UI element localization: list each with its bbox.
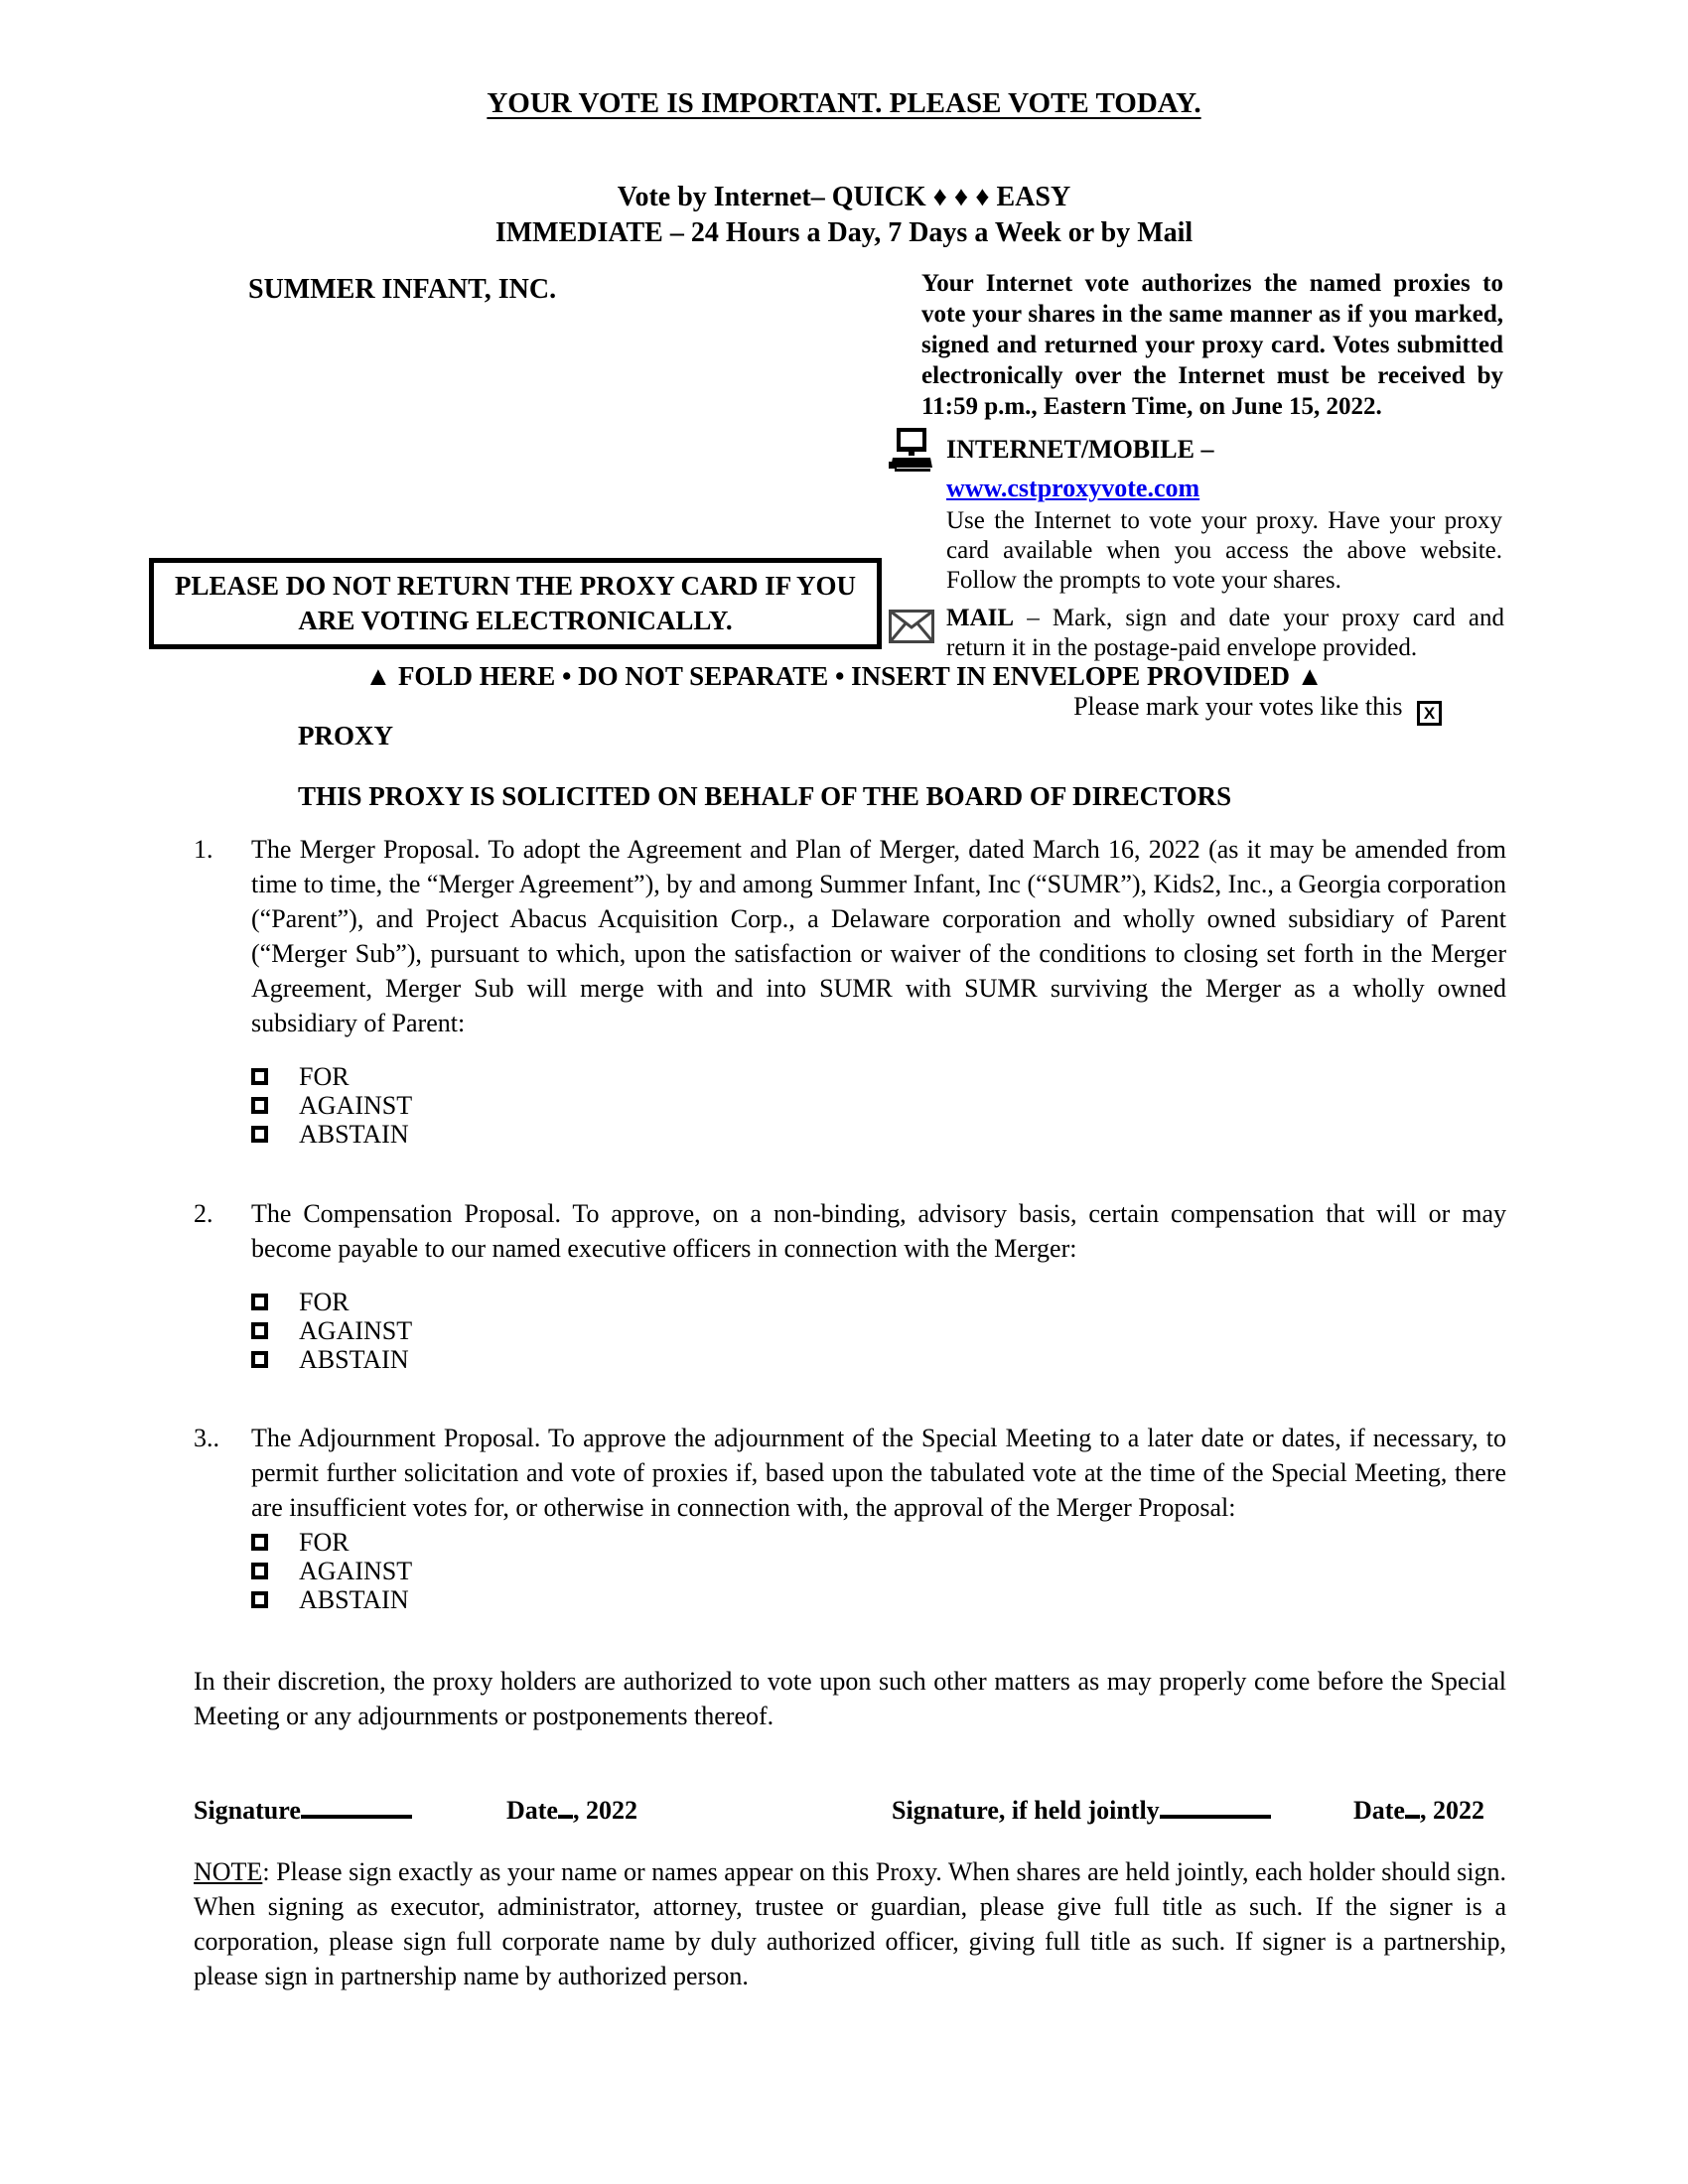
mail-text: – Mark, sign and date your proxy card and return it in the postage-paid envelope provided. [946, 605, 1504, 661]
signature-line[interactable] [301, 1791, 412, 1819]
mail-instructions [946, 604, 1504, 663]
mark-votes-instruction [1073, 692, 1442, 726]
joint-date-line[interactable] [1405, 1791, 1420, 1819]
date-year: , 2022 [572, 1796, 637, 1825]
checkbox-against-proposal-2[interactable] [251, 1322, 268, 1339]
joint-signature-field [892, 1791, 1271, 1828]
joint-date-field [1353, 1791, 1484, 1828]
vote-option-for [251, 1288, 1506, 1316]
fold-here-line: ▲ FOLD HERE • DO NOT SEPARATE • INSERT IN ENVELOPE PROVIDED ▲ [364, 661, 1324, 691]
internet-authorization-text: Your Internet vote authorizes the named proxies to vote your shares in the same manner as if you marked, signed and returned your proxy card. Votes submitted electronically over the Internet must be received by 11:59 p.m., Eastern Time, on June 15, 2022. [921, 270, 1503, 420]
warning-text: PLEASE DO NOT RETURN THE PROXY CARD IF YOU ARE VOTING ELECTRONICALLY. [174, 571, 857, 635]
proxy-label: PROXY [298, 721, 393, 751]
vote-option-for [251, 1062, 1506, 1091]
checkbox-abstain-proposal-1[interactable] [251, 1126, 268, 1143]
internet-instructions: Use the Internet to vote your proxy. Have your proxy card available when you access the above website. Follow the prompts to vote your shares. [946, 507, 1502, 594]
note-text: : Please sign exactly as your name or names appear on this Proxy. When shares are held jointly, each holder should sign. When signing as executor, administrator, attorney, trustee or guardian, please give full title as such. If the signer is a corporation, please sign full corporate name by duly authorized officer, giving full title as such. If signer is a partnership, please sign in partnership name by authorized person. [194, 1857, 1506, 1990]
option-label: ABSTAIN [299, 1585, 409, 1614]
date-year: , 2022 [1419, 1796, 1484, 1825]
envelope-icon [889, 604, 936, 643]
internet-mobile-label: INTERNET/MOBILE – [946, 435, 1214, 464]
checkbox-against-proposal-1[interactable] [251, 1097, 268, 1114]
immediate-heading: IMMEDIATE – 24 Hours a Day, 7 Days a Week or by Mail [494, 217, 1194, 248]
signature-label: Signature [194, 1796, 301, 1825]
proposal-1 [194, 832, 1506, 1040]
proposal-2 [194, 1196, 1506, 1266]
mark-x: X [1423, 704, 1436, 723]
checkbox-abstain-proposal-3[interactable] [251, 1591, 268, 1608]
proposal-1-text: The Merger Proposal. To adopt the Agreement and Plan of Merger, dated March 16, 2022 (as it may be amended from time to time, the “Merger Agreement”), by and among Summer Infant, Inc (“SUMR”), Kids2, Inc., a Georgia corporation (“Parent”), and Project Abacus Acquisition Corp., a Delaware corporation and wholly owned subsidiary of Parent (“Merger Sub”), pursuant to which, upon the satisfaction or waiver of the conditions to closing set forth in the Merger Agreement, Merger Sub will merge with and into SUMR with SUMR surviving the Merger as a wholly owned subsidiary of Parent: [251, 835, 1507, 1037]
proposals-section [194, 832, 1506, 1993]
mail-label: MAIL [946, 605, 1015, 631]
mail-row [889, 604, 1506, 663]
signature-field [194, 1791, 412, 1828]
option-label: FOR [299, 1288, 350, 1316]
vote-option-abstain [251, 1345, 1506, 1374]
vote-option-abstain [251, 1120, 1506, 1149]
proposal-2-options [251, 1288, 1506, 1374]
date-field [506, 1791, 637, 1828]
proposal-2-text: The Compensation Proposal. To approve, on a non-binding, advisory basis, certain compensation that will or may become payable to our named executive officers in connection with the Merger: [251, 1199, 1506, 1263]
date-label: Date [506, 1796, 558, 1825]
joint-signature-label: Signature, if held jointly [892, 1796, 1160, 1825]
company-name: SUMMER INFANT, INC. [248, 274, 557, 305]
proposal-3 [194, 1421, 1506, 1525]
checkbox-for-proposal-3[interactable] [251, 1534, 268, 1551]
page-title: YOUR VOTE IS IMPORTANT. PLEASE VOTE TODAY. [487, 87, 1201, 119]
solicitation-heading: THIS PROXY IS SOLICITED ON BEHALF OF THE BOARD OF DIRECTORS [298, 781, 1232, 811]
date-line[interactable] [558, 1791, 573, 1819]
vote-option-against [251, 1316, 1506, 1345]
proposal-3-options [251, 1528, 1506, 1614]
option-label: ABSTAIN [299, 1345, 409, 1374]
vote-option-for [251, 1528, 1506, 1557]
vote-option-abstain [251, 1585, 1506, 1614]
option-label: FOR [299, 1062, 350, 1091]
proposal-1-options [251, 1062, 1506, 1149]
checkbox-for-proposal-1[interactable] [251, 1068, 268, 1085]
vote-option-against [251, 1557, 1506, 1585]
checkbox-for-proposal-2[interactable] [251, 1294, 268, 1310]
checkbox-against-proposal-3[interactable] [251, 1563, 268, 1579]
date-label: Date [1353, 1796, 1405, 1825]
option-label: AGAINST [299, 1557, 413, 1585]
mark-votes-text: Please mark your votes like this [1073, 692, 1403, 721]
proposal-1-number: 1. [194, 835, 213, 864]
option-label: AGAINST [299, 1316, 413, 1345]
vote-option-against [251, 1091, 1506, 1120]
signature-row [194, 1791, 1506, 1833]
do-not-return-warning-box [149, 558, 882, 649]
option-label: AGAINST [299, 1091, 413, 1120]
vote-by-internet-heading: Vote by Internet– QUICK ♦ ♦ ♦ EASY [617, 182, 1071, 212]
marked-checkbox-example-icon [1417, 701, 1442, 726]
discretion-paragraph: In their discretion, the proxy holders are authorized to vote upon such other matters as may properly come before the Special Meeting or any adjournments or postponements thereof. [194, 1667, 1506, 1730]
computer-icon [889, 428, 936, 472]
internet-mobile-row [889, 428, 1506, 472]
proposal-3-text: The Adjournment Proposal. To approve the adjournment of the Special Meeting to a later date or dates, if necessary, to permit further solicitation and vote of proxies if, based upon the tabulated vote at the time of the Special Meeting, there are insufficient votes for, or otherwise in connection with, the approval of the Merger Proposal: [251, 1424, 1506, 1522]
option-label: ABSTAIN [299, 1120, 409, 1149]
option-label: FOR [299, 1528, 350, 1557]
note-label: NOTE [194, 1857, 263, 1886]
voting-methods-column [889, 268, 1506, 663]
joint-signature-line[interactable] [1160, 1791, 1271, 1819]
proposal-3-number: 3.. [194, 1424, 219, 1452]
note-paragraph [194, 1854, 1506, 1993]
checkbox-abstain-proposal-2[interactable] [251, 1351, 268, 1368]
proxy-vote-link[interactable]: www.cstproxyvote.com [946, 474, 1200, 502]
proposal-2-number: 2. [194, 1199, 213, 1228]
